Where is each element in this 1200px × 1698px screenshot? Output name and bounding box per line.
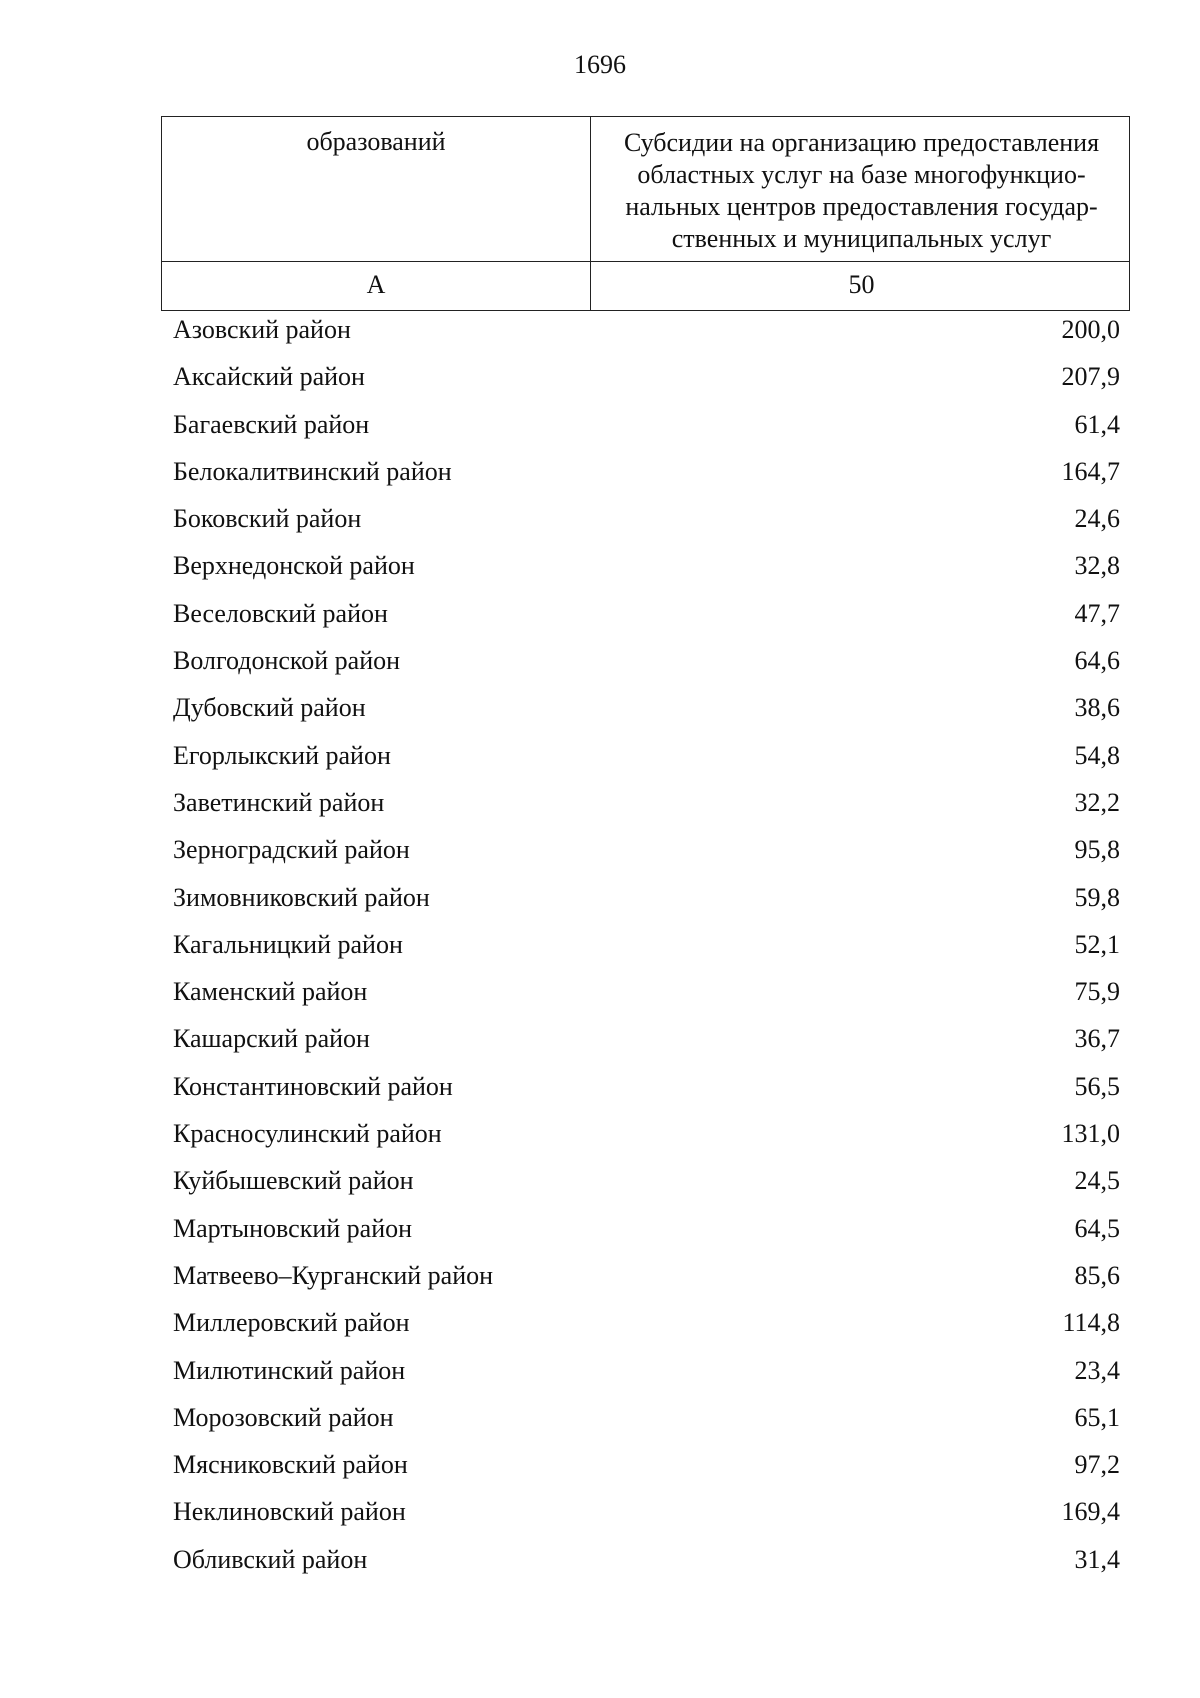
table-row	[0, 1308, 1200, 1355]
district-name: Константиновский район	[173, 1071, 453, 1101]
column-b-header	[592, 127, 1131, 255]
district-name: Морозовский район	[173, 1402, 394, 1432]
table-row	[0, 835, 1200, 882]
table-row	[0, 788, 1200, 835]
district-name: Кагальницкий район	[173, 929, 403, 959]
district-name: Верхнедонской район	[173, 551, 415, 581]
table-row	[0, 1261, 1200, 1308]
district-name: Кашарский район	[173, 1024, 370, 1054]
district-name: Красносулинский район	[173, 1119, 442, 1149]
table-row	[0, 646, 1200, 693]
district-name: Заветинский район	[173, 787, 385, 817]
table-row	[0, 1119, 1200, 1166]
district-name: Боковский район	[173, 504, 362, 534]
subsidy-value: 97,2	[1074, 1450, 1120, 1480]
district-name: Волгодонской район	[173, 646, 401, 676]
district-name: Зимовниковский район	[173, 882, 430, 912]
subsidy-value: 38,6	[1074, 693, 1120, 723]
table-row	[0, 1450, 1200, 1497]
column-divider	[590, 262, 591, 310]
table-row	[0, 315, 1200, 362]
subsidy-value: 32,8	[1074, 551, 1120, 581]
table-row	[0, 1166, 1200, 1213]
table-row	[0, 1497, 1200, 1544]
subsidy-value: 59,8	[1074, 882, 1120, 912]
table-row	[0, 1024, 1200, 1071]
table-row	[0, 504, 1200, 551]
subsidy-value: 75,9	[1074, 977, 1120, 1007]
subsidy-value: 200,0	[1061, 315, 1120, 344]
subsidy-value: 164,7	[1061, 456, 1120, 486]
column-b-header-line: ственных и муниципальных услуг	[671, 224, 1052, 253]
subsidy-value: 64,6	[1074, 646, 1120, 676]
subsidy-value: 56,5	[1074, 1071, 1120, 1101]
subsidy-value: 61,4	[1074, 409, 1120, 439]
table-row	[0, 883, 1200, 930]
table-row	[0, 362, 1200, 409]
column-b-header-line: областных услуг на базе многофункцио-	[637, 160, 1086, 189]
district-name: Неклиновский район	[173, 1497, 406, 1527]
table-row	[0, 1072, 1200, 1119]
subsidy-value: 95,8	[1074, 835, 1120, 865]
district-name: Куйбышевский район	[173, 1166, 414, 1196]
table-row	[0, 1356, 1200, 1403]
table-row	[0, 977, 1200, 1024]
subsidy-value: 131,0	[1061, 1119, 1120, 1149]
subsidy-value: 23,4	[1074, 1355, 1120, 1385]
table-row	[0, 741, 1200, 788]
table-row	[0, 930, 1200, 977]
column-divider	[590, 117, 591, 261]
table-row	[0, 1214, 1200, 1261]
table-row	[0, 551, 1200, 598]
subsidy-value: 32,2	[1074, 787, 1120, 817]
header-title-row	[162, 117, 1129, 262]
district-name: Веселовский район	[173, 598, 388, 628]
table-row	[0, 1403, 1200, 1450]
page-number: 1696	[574, 50, 626, 79]
table-row	[0, 599, 1200, 646]
district-name: Мартыновский район	[173, 1213, 413, 1243]
district-name: Зерноградский район	[173, 835, 410, 865]
subsidy-value: 85,6	[1074, 1260, 1120, 1290]
district-name: Каменский район	[173, 977, 368, 1007]
table-row	[0, 457, 1200, 504]
subsidy-value: 24,6	[1074, 504, 1120, 534]
subsidy-value: 64,5	[1074, 1213, 1120, 1243]
district-name: Обливский район	[173, 1544, 368, 1574]
subsidy-value: 24,5	[1074, 1166, 1120, 1196]
district-name: Дубовский район	[173, 693, 366, 723]
table-row	[0, 693, 1200, 740]
column-b-header-line: нальных центров предоставления государ-	[625, 192, 1098, 221]
table-row	[0, 1545, 1200, 1592]
subsidy-value: 207,9	[1061, 362, 1120, 392]
table-header	[161, 116, 1130, 311]
district-name: Белокалитвинский район	[173, 456, 452, 486]
subsidy-value: 65,1	[1074, 1402, 1120, 1432]
subsidy-value: 47,7	[1074, 598, 1120, 628]
column-b-header-line: Субсидии на организацию предоставления	[623, 128, 1100, 157]
column-a-header: образований	[306, 127, 446, 156]
district-name: Миллеровский район	[173, 1308, 410, 1338]
table-row	[0, 410, 1200, 457]
subsidy-value: 31,4	[1074, 1544, 1120, 1574]
district-name: Милютинский район	[173, 1355, 406, 1385]
subsidy-value: 114,8	[1062, 1308, 1120, 1338]
table-body	[0, 315, 1200, 1592]
header-code-row	[162, 262, 1129, 310]
district-name: Аксайский район	[173, 362, 365, 392]
column-a-code: А	[366, 270, 386, 299]
subsidy-value: 54,8	[1074, 740, 1120, 770]
subsidy-value: 169,4	[1061, 1497, 1120, 1527]
district-name: Мясниковский район	[173, 1450, 408, 1480]
subsidy-value: 52,1	[1074, 929, 1120, 959]
district-name: Багаевский район	[173, 409, 370, 439]
district-name: Матвеево–Курганский район	[173, 1260, 494, 1290]
subsidy-value: 36,7	[1074, 1024, 1120, 1054]
district-name: Азовский район	[173, 315, 351, 344]
column-b-code: 50	[848, 270, 875, 299]
district-name: Егорлыкский район	[173, 740, 391, 770]
